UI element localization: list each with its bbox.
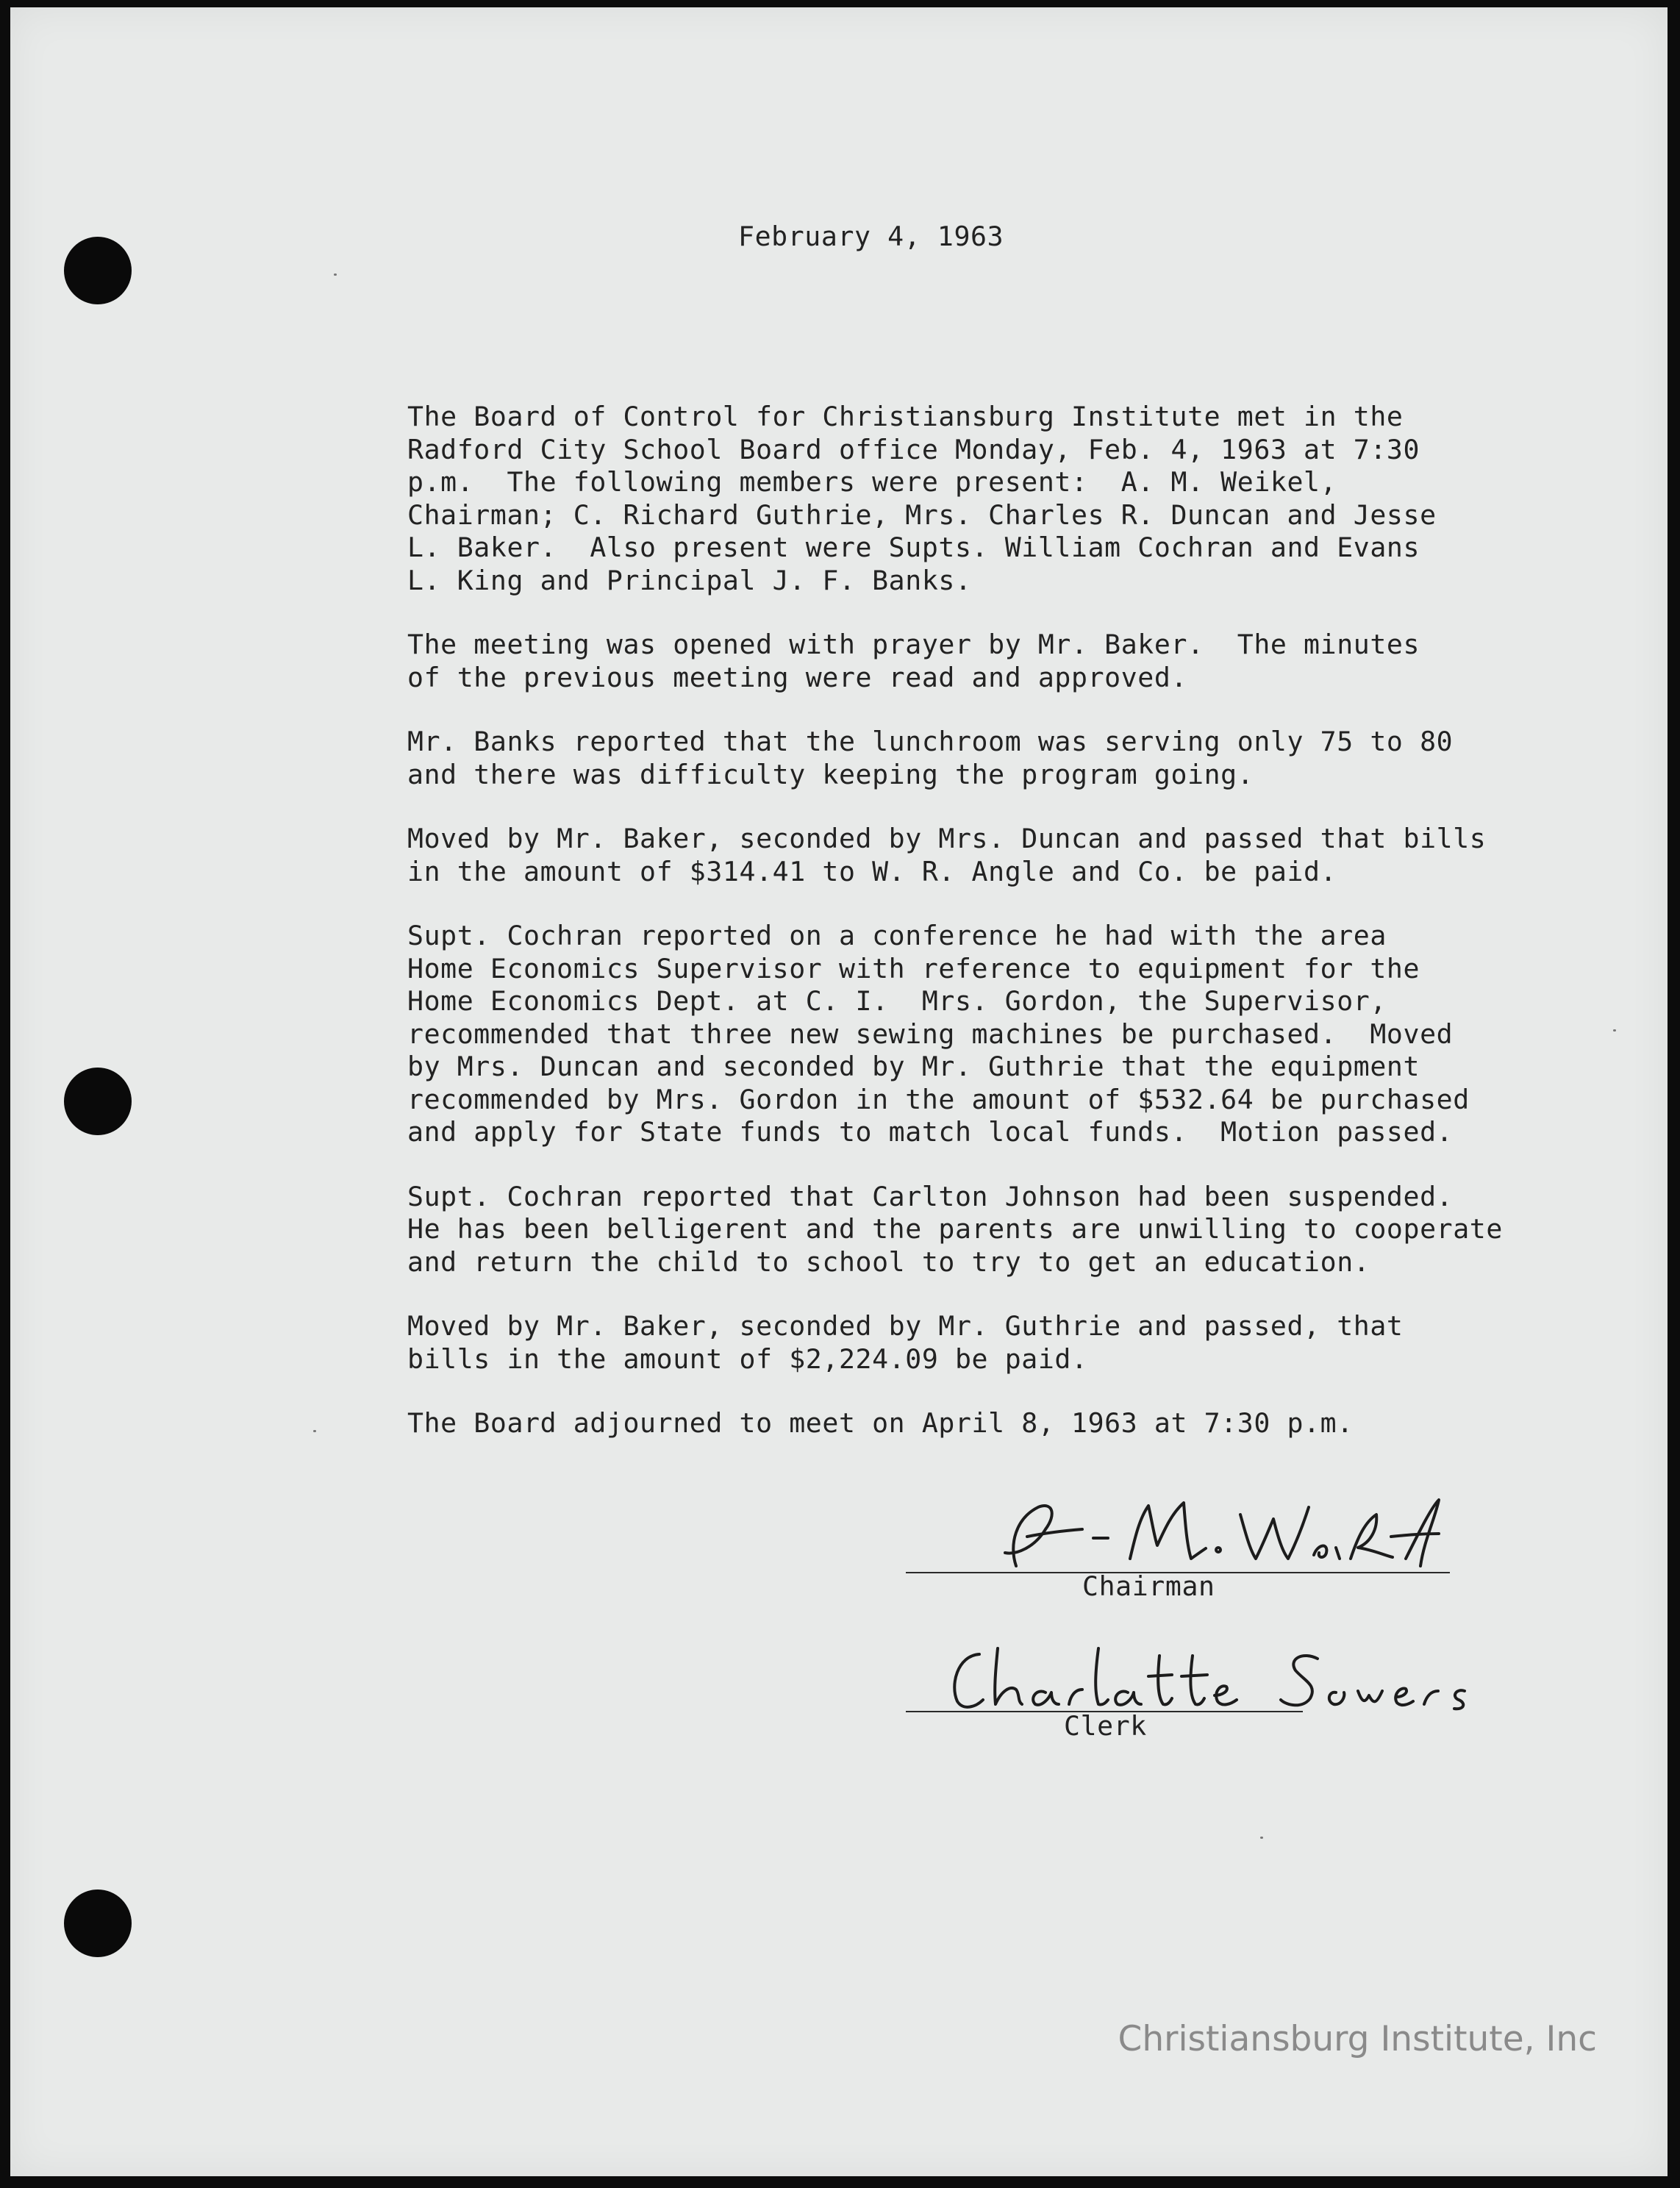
clerk-signature-block [906,1634,1545,1759]
minutes-line: The Board adjourned to meet on April 8, 1963 at 7:30 p.m. [407,1407,1354,1439]
paper-speck [313,1430,316,1432]
minutes-paragraph [407,401,1554,597]
punch-hole-middle [64,1068,132,1135]
minutes-paragraph [407,1310,1554,1376]
minutes-line: He has been belligerent and the parents are unwilling to cooperate [407,1213,1503,1245]
clerk-label: Clerk [1064,1710,1147,1742]
minutes-line: Home Economics Supervisor with reference to equipment for the [407,952,1420,984]
minutes-line: and return the child to school to try to get an education. [407,1245,1370,1278]
minutes-paragraph [407,823,1554,888]
minutes-body [407,401,1554,1472]
document-date: February 4, 1963 [738,221,1004,252]
minutes-line: Chairman; C. Richard Guthrie, Mrs. Charles R. Duncan and Jesse [407,498,1437,531]
minutes-paragraph [407,629,1554,694]
chairman-signature-block [906,1485,1450,1610]
minutes-line: recommended by Mrs. Gordon in the amount of $532.64 be purchased [407,1083,1470,1115]
minutes-line: Supt. Cochran reported that Carlton Johnson had been suspended. [407,1180,1454,1212]
clerk-signature [906,1634,1545,1715]
minutes-line: The meeting was opened with prayer by Mr. Baker. The minutes [407,629,1420,660]
chairman-signature [906,1485,1450,1573]
minutes-line: bills in the amount of $2,224.09 be paid. [407,1343,1088,1375]
minutes-paragraph [407,920,1554,1149]
minutes-line: Supt. Cochran reported on a conference he had with the area [407,920,1387,951]
minutes-line: Home Economics Dept. at C. I. Mrs. Gordon, the Supervisor, [407,985,1387,1017]
document-page [10,7,1668,2176]
minutes-line: of the previous meeting were read and approved. [407,661,1188,693]
minutes-line: Moved by Mr. Baker, seconded by Mr. Guthrie and passed, that [407,1310,1404,1342]
minutes-line: and apply for State funds to match local funds. Motion passed. [407,1116,1454,1148]
minutes-paragraph [407,1407,1554,1440]
minutes-line: p.m. The following members were present: A. M. Weikel, [407,466,1337,498]
archive-watermark: Christiansburg Institute, Inc [1118,2019,1597,2059]
punch-hole-top [64,237,132,304]
minutes-line: L. Baker. Also present were Supts. William Cochran and Evans [407,532,1420,563]
minutes-line: Mr. Banks reported that the lunchroom was serving only 75 to 80 [407,726,1454,757]
minutes-line: in the amount of $314.41 to W. R. Angle and Co. be paid. [407,855,1337,887]
minutes-line: Moved by Mr. Baker, seconded by Mrs. Duncan and passed that bills [407,823,1487,854]
minutes-line: recommended that three new sewing machines be purchased. Moved [407,1018,1454,1050]
minutes-line: L. King and Principal J. F. Banks. [407,564,972,596]
paper-speck [1613,1029,1616,1032]
minutes-line: Radford City School Board office Monday, Feb. 4, 1963 at 7:30 [407,433,1420,465]
paper-speck [1260,1837,1263,1839]
punch-hole-bottom [64,1890,132,1957]
minutes-line: by Mrs. Duncan and seconded by Mr. Guthrie that the equipment [407,1051,1420,1082]
minutes-paragraph [407,726,1554,791]
chairman-label: Chairman [1082,1570,1215,1602]
minutes-line: and there was difficulty keeping the program going. [407,758,1254,790]
minutes-paragraph [407,1181,1554,1279]
paper-speck [334,274,337,276]
minutes-line: The Board of Control for Christiansburg Institute met in the [407,401,1404,432]
